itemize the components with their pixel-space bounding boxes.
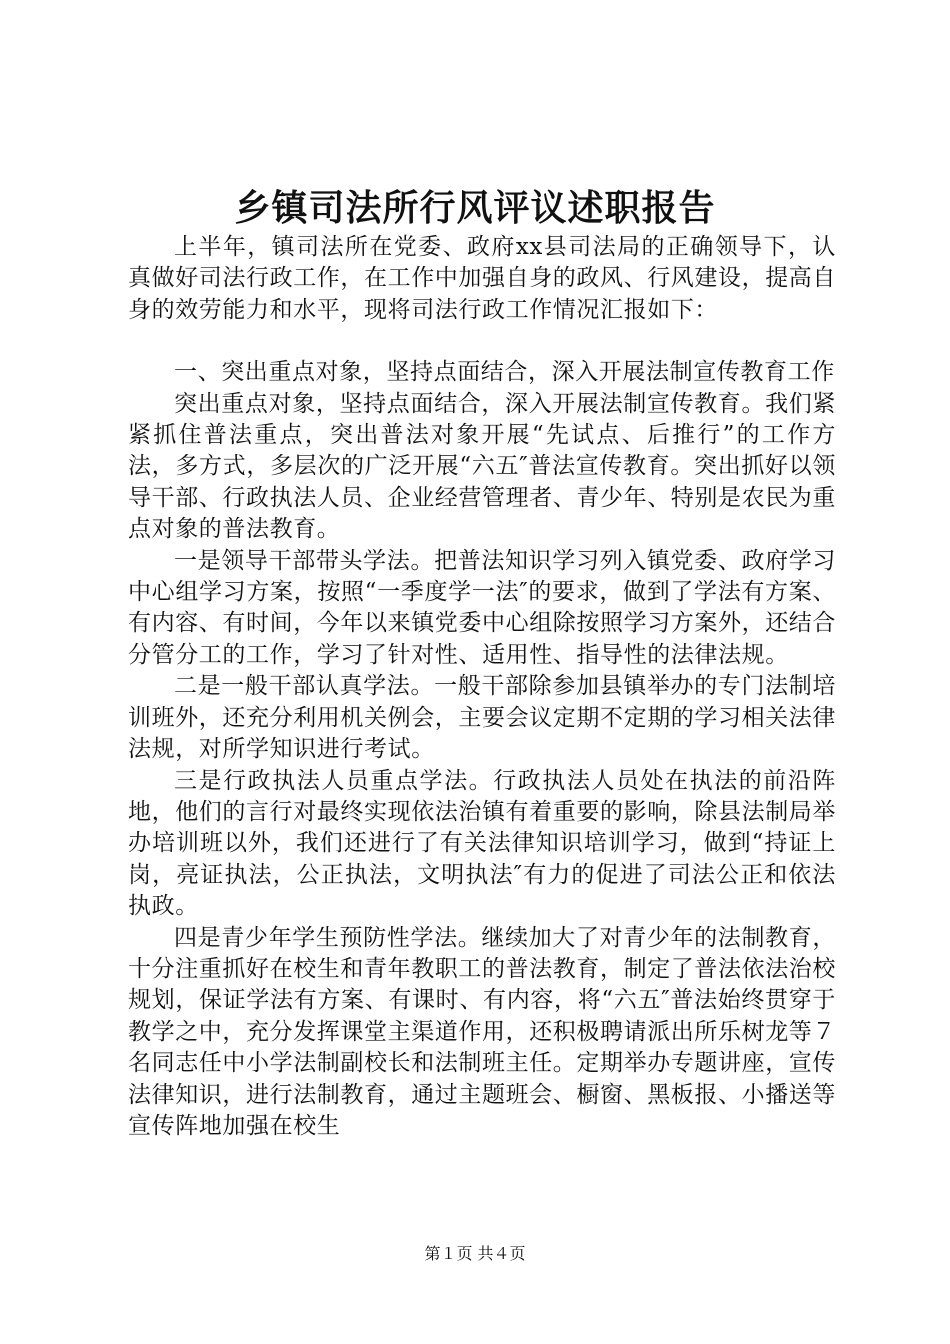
paragraph: 一是领导干部带头学法。把普法知识学习列入镇党委、政府学习中心组学习方案，按照“一季度学一法″的要求，做到了学法有方案、有内容、有时间，今年以来镇党委中心组除按照学习方案外，还结合分管分工的工作，学习了针对性、适用性、指导性的法律法规。 [128,547,836,668]
document-body [128,232,836,1142]
intro-paragraph: 上半年，镇司法所在党委、政府xx县司法局的正确领导下，认真做好司法行政工作，在工作中加强自身的政风、行风建设，提高自身的效劳能力和水平，现将司法行政工作情况汇报如下： [128,234,836,323]
paragraph: 四是青少年学生预防性学法。继续加大了对青少年的法制教育，十分注重抓好在校生和青年教职工的普法教育，制定了普法依法治校规划，保证学法有方案、有课时、有内容，将“六五″普法始终贯穿于教学之中，充分发挥课堂主渠道作用，还积极聘请派出所乐树龙等７名同志任中小学法制副校长和法制班主任。定期举办专题讲座，宣传法律知识，进行法制教育，通过主题班会、橱窗、黑板报、小播送等宣传阵地加强在校生 [128,924,836,1139]
paragraph: 三是行政执法人员重点学法。行政执法人员处在执法的前沿阵地，他们的言行对最终实现依法治镇有着重要的影响，除县法制局举办培训班以外，我们还进行了有关法律知识培训学习，做到“持证上岗，亮证执法，公正执法，文明执法″有力的促进了司法公正和依法执政。 [128,767,836,920]
page-title: 乡镇司法所行风评议述职报告 [234,187,716,229]
section-heading: 一、突出重点对象，坚持点面结合，深入开展法制宣传教育工作 [174,359,835,386]
paragraph: 二是一般干部认真学法。一般干部除参加县镇举办的专门法制培训班外，还充分利用机关例会，主要会议定期不定期的学习相关法律法规，对所学知识进行考试。 [128,673,836,763]
page-number: 第１页 共４页 [424,1244,526,1263]
paragraph: 突出重点对象，坚持点面结合，深入开展法制宣传教育。我们紧紧抓住普法重点，突出普法对象开展“先试点、后推行”的工作方法，多方式，多层次的广泛开展“六五″普法宣传教育。突出抓好以领导干部、行政执法人员、企业经营管理者、青少年、特别是农民为重点对象的普法教育。 [128,390,836,543]
